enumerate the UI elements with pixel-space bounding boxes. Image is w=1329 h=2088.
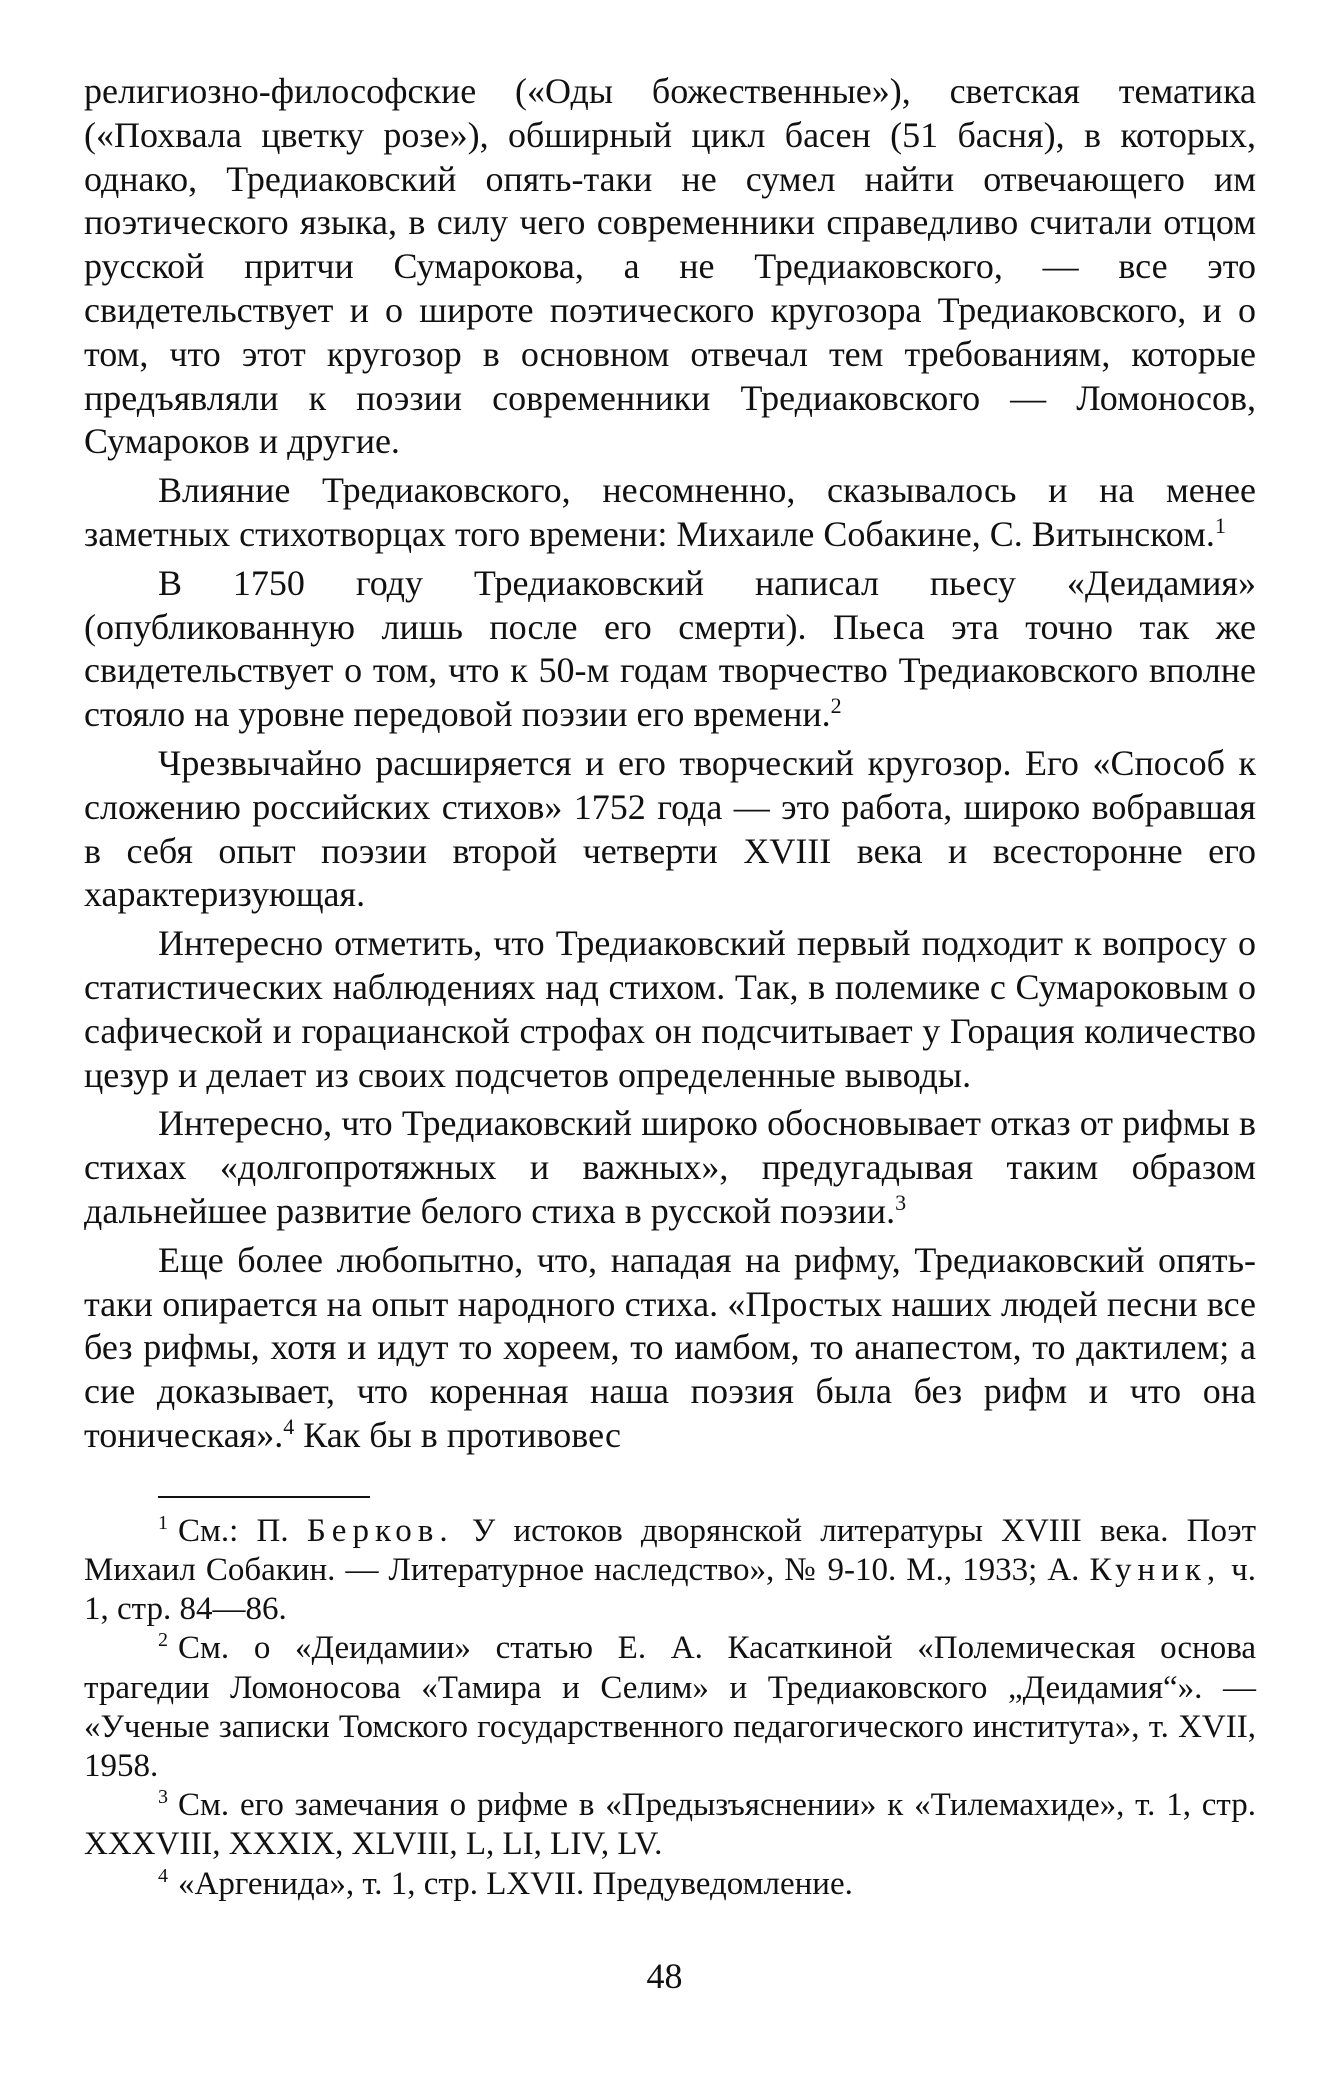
- footnote-ref-2[interactable]: 2: [830, 693, 842, 719]
- paragraph-2-text: Влияние Тредиаковского, несомненно, сказывалось и на менее заметных стихотворцах того времени: Михаиле Собакине, С. Витынском.: [84, 470, 1256, 554]
- footnote-1-number: 1: [158, 1511, 168, 1534]
- paragraph-2: [84, 469, 1256, 557]
- paragraph-1: [84, 70, 1256, 464]
- footnote-ref-3[interactable]: 3: [895, 1189, 907, 1215]
- footnote-1-mid: У истоков дворянской литературы XVIII века. Поэт Михаил Собакин. — Литературное наследство», № 9-10. М., 1933; А.: [84, 1512, 1256, 1588]
- paragraph-3: [84, 562, 1256, 737]
- footnote-4: [84, 1865, 1256, 1904]
- footnote-1-author: Берков.: [306, 1512, 454, 1549]
- footnote-4-text: «Аргенида», т. 1, стр. LXVII. Предуведомление.: [178, 1865, 853, 1902]
- paragraph-4: [84, 742, 1256, 917]
- footnote-2-text: См. о «Деидамии» статью Е. А. Касаткиной «Полемическая основа трагедии Ломоносова «Тамира и Селим» и Тредиаковского „Деидамия“». — «Ученые записки Томского государственного педагогического института», т. XVII, 1958.: [84, 1630, 1256, 1784]
- paragraph-7-text: Еще более любопытно, что, нападая на рифму, Тредиаковский опять-таки опирается на опыт народного стиха. «Простых наших людей песни все без рифмы, хотя и идут то хореем, то иамбом, то анапестом, то дактилем; а сие доказывает, что коренная наша поэзия была без рифм и что она тоническая».: [84, 1239, 1256, 1455]
- footnote-3-text: См. его замечания о рифме в «Предызъяснении» к «Тилемахиде», т. 1, стр. XXXVIII, XXXIX, XLVIII, L, LI, LIV, LV.: [84, 1787, 1256, 1863]
- footnote-1-author-2: Куник,: [1089, 1551, 1222, 1588]
- footnote-3-number: 3: [158, 1786, 168, 1809]
- paragraph-7: [84, 1239, 1256, 1458]
- footnote-ref-4[interactable]: 4: [283, 1413, 295, 1439]
- page-number: 48: [646, 1956, 683, 1996]
- footnote-3: [84, 1786, 1256, 1864]
- paragraph-5: [84, 922, 1256, 1097]
- page-body: [84, 70, 1256, 1904]
- footnote-1-pre: См.: П.: [178, 1512, 307, 1549]
- footnote-ref-1[interactable]: 1: [1214, 512, 1226, 538]
- paragraph-5-text: Интересно отметить, что Тредиаковский первый подходит к вопросу о статистических наблюдениях над стихом. Так, в полемике с Сумароковым о сафической и горацианской строфах он подсчитывает у Горация количество цезур и делает из своих подсчетов определенные выводы.: [84, 923, 1256, 1095]
- footnote-2: [84, 1629, 1256, 1786]
- paragraph-3-text: В 1750 году Тредиаковский написал пьесу «Деидамия» (опубликованную лишь после его смерти). Пьеса эта точно так же свидетельствует о том, что к 50-м годам творчество Тредиаковского вполне стояло на уровне передовой поэзии его времени.: [84, 562, 1256, 735]
- footnote-4-number: 4: [158, 1864, 168, 1887]
- footnote-1: [84, 1512, 1256, 1630]
- footnote-2-number: 2: [158, 1629, 168, 1652]
- paragraph-6-text: Интересно, что Тредиаковский широко обосновывает отказ от рифмы в стихах «долгопротяжных и важных», предугадывая таким образом дальнейшее развитие белого стиха в русской поэзии.: [84, 1103, 1256, 1231]
- paragraph-7-tail: Как бы в противовес: [294, 1414, 621, 1455]
- paragraph-4-text: Чрезвычайно расширяется и его творческий кругозор. Его «Способ к сложению российских стихов» 1752 года — это работа, широко вобравшая в себя опыт поэзии второй четверти XVIII века и всесторонне его характеризующая.: [84, 742, 1256, 915]
- paragraph-1-text: религиозно-философские («Оды божественные»), светская тематика («Похвала цветку розе»), обширный цикл басен (51 басня), в которых, однако, Тредиаковский опять-таки не сумел найти отвечающего им поэтического языка, в силу чего современники справедливо считали отцом русской притчи Сумарокова, а не Тредиаковского, — все это свидетельствует и о широте поэтического кругозора Тредиаковского, и о том, что этот кругозор в основном отвечал тем требованиям, которые предъявляли к поэзии современники Тредиаковского — Ломоносов, Сумароков и другие.: [84, 71, 1256, 462]
- paragraph-6: [84, 1102, 1256, 1233]
- footnote-divider: [158, 1496, 370, 1498]
- footnote-1-post: ч. 1, стр. 84—86.: [84, 1551, 1256, 1628]
